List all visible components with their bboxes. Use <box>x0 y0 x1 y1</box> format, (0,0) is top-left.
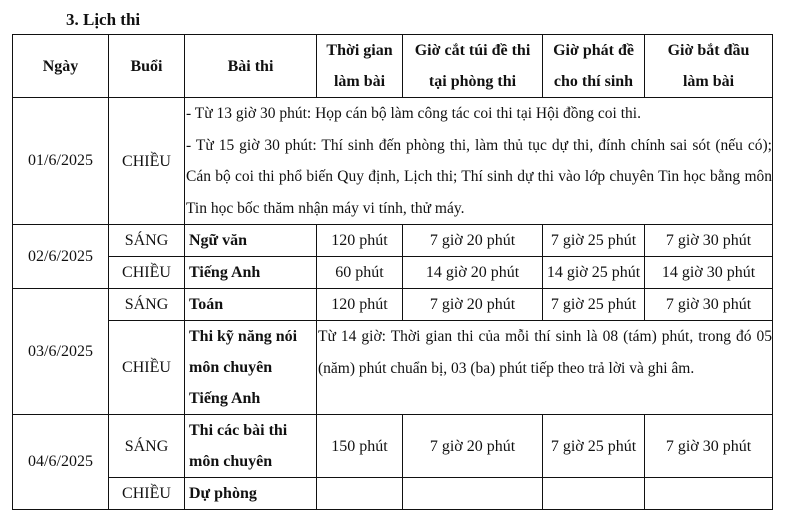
header-bag-cut-line1: Giờ cắt túi đề thi <box>414 42 531 59</box>
exam-cell: Ngữ văn <box>185 225 317 257</box>
bag-cut-cell: 14 giờ 20 phút <box>403 257 543 289</box>
duration-cell <box>317 478 403 510</box>
header-duration-line2: làm bài <box>333 73 386 90</box>
table-row <box>13 289 773 321</box>
start-cell: 7 giờ 30 phút <box>645 289 773 321</box>
start-cell: 7 giờ 30 phút <box>645 415 773 478</box>
session-cell: CHIỀU <box>109 98 185 225</box>
exam-schedule-table <box>12 34 773 510</box>
date-cell: 04/6/2025 <box>13 415 109 510</box>
date-cell: 03/6/2025 <box>13 289 109 415</box>
table-row <box>13 321 773 415</box>
duration-cell: 60 phút <box>317 257 403 289</box>
exam-cell: Toán <box>185 289 317 321</box>
header-date: Ngày <box>13 35 109 98</box>
session-cell: CHIỀU <box>109 478 185 510</box>
table-row <box>13 98 773 225</box>
bag-cut-cell <box>403 478 543 510</box>
table-row <box>13 478 773 510</box>
table-row <box>13 257 773 289</box>
bag-cut-cell: 7 giờ 20 phút <box>403 289 543 321</box>
table-row <box>13 225 773 257</box>
header-distribute-line1: Giờ phát đề <box>553 42 634 59</box>
start-cell: 14 giờ 30 phút <box>645 257 773 289</box>
session-cell: SÁNG <box>109 225 185 257</box>
distribute-cell: 7 giờ 25 phút <box>543 289 645 321</box>
exam-cell <box>185 415 317 478</box>
distribute-cell: 7 giờ 25 phút <box>543 225 645 257</box>
header-start-line2: làm bài <box>682 73 735 90</box>
exam-cell <box>185 321 317 415</box>
duration-cell: 120 phút <box>317 289 403 321</box>
duration-cell: 120 phút <box>317 225 403 257</box>
date-cell: 01/6/2025 <box>13 98 109 225</box>
session-cell: CHIỀU <box>109 257 185 289</box>
bag-cut-cell: 7 giờ 20 phút <box>403 225 543 257</box>
bag-cut-cell: 7 giờ 20 phút <box>403 415 543 478</box>
section-heading: 3. Lịch thi <box>66 10 141 29</box>
session-cell: SÁNG <box>109 289 185 321</box>
header-exam: Bài thi <box>185 35 317 98</box>
session-cell: SÁNG <box>109 415 185 478</box>
day3-speaking-note: Từ 14 giờ: Thời gian thi của mỗi thí sinh là 08 (tám) phút, trong đó 05 (năm) phút chuẩn bị, 03 (ba) phút tiếp theo trả lời và ghi âm. <box>317 321 773 415</box>
header-session: Buổi <box>109 35 185 98</box>
header-bag-cut-line2: tại phòng thi <box>428 73 517 90</box>
day1-note-line2: - Từ 15 giờ 30 phút: Thí sinh đến phòng thi, làm thủ tục dự thi, đính chính sai sót (nếu có); Cán bộ coi thi phổ biến Quy định, Lịch thi; Thí sinh dự thi vào lớp chuyên Tin học bằng môn Tin học bốc thăm nhận máy vi tính, thử máy. <box>186 136 772 217</box>
exam-line2: môn chuyên <box>189 453 273 470</box>
distribute-cell: 14 giờ 25 phút <box>543 257 645 289</box>
exam-line1: Thi các bài thi <box>189 422 288 439</box>
header-row <box>13 35 773 98</box>
table-row <box>13 415 773 478</box>
day1-note <box>185 98 773 225</box>
header-duration <box>317 35 403 98</box>
header-bag-cut <box>403 35 543 98</box>
header-distribute <box>543 35 645 98</box>
distribute-cell: 7 giờ 25 phút <box>543 415 645 478</box>
exam-line3: Tiếng Anh <box>189 390 261 407</box>
start-cell <box>645 478 773 510</box>
header-distribute-line2: cho thí sinh <box>553 73 634 90</box>
exam-cell: Tiếng Anh <box>185 257 317 289</box>
header-duration-line1: Thời gian <box>326 42 393 59</box>
exam-cell: Dự phòng <box>185 478 317 510</box>
date-cell: 02/6/2025 <box>13 225 109 289</box>
session-cell: CHIỀU <box>109 321 185 415</box>
exam-line2: môn chuyên <box>189 359 273 376</box>
header-start <box>645 35 773 98</box>
start-cell: 7 giờ 30 phút <box>645 225 773 257</box>
day1-note-line1: - Từ 13 giờ 30 phút: Họp cán bộ làm công tác coi thi tại Hội đồng coi thi. <box>186 105 641 122</box>
exam-line1: Thi kỹ năng nói <box>189 328 298 345</box>
duration-cell: 150 phút <box>317 415 403 478</box>
distribute-cell <box>543 478 645 510</box>
header-start-line1: Giờ bắt đầu <box>667 42 750 59</box>
